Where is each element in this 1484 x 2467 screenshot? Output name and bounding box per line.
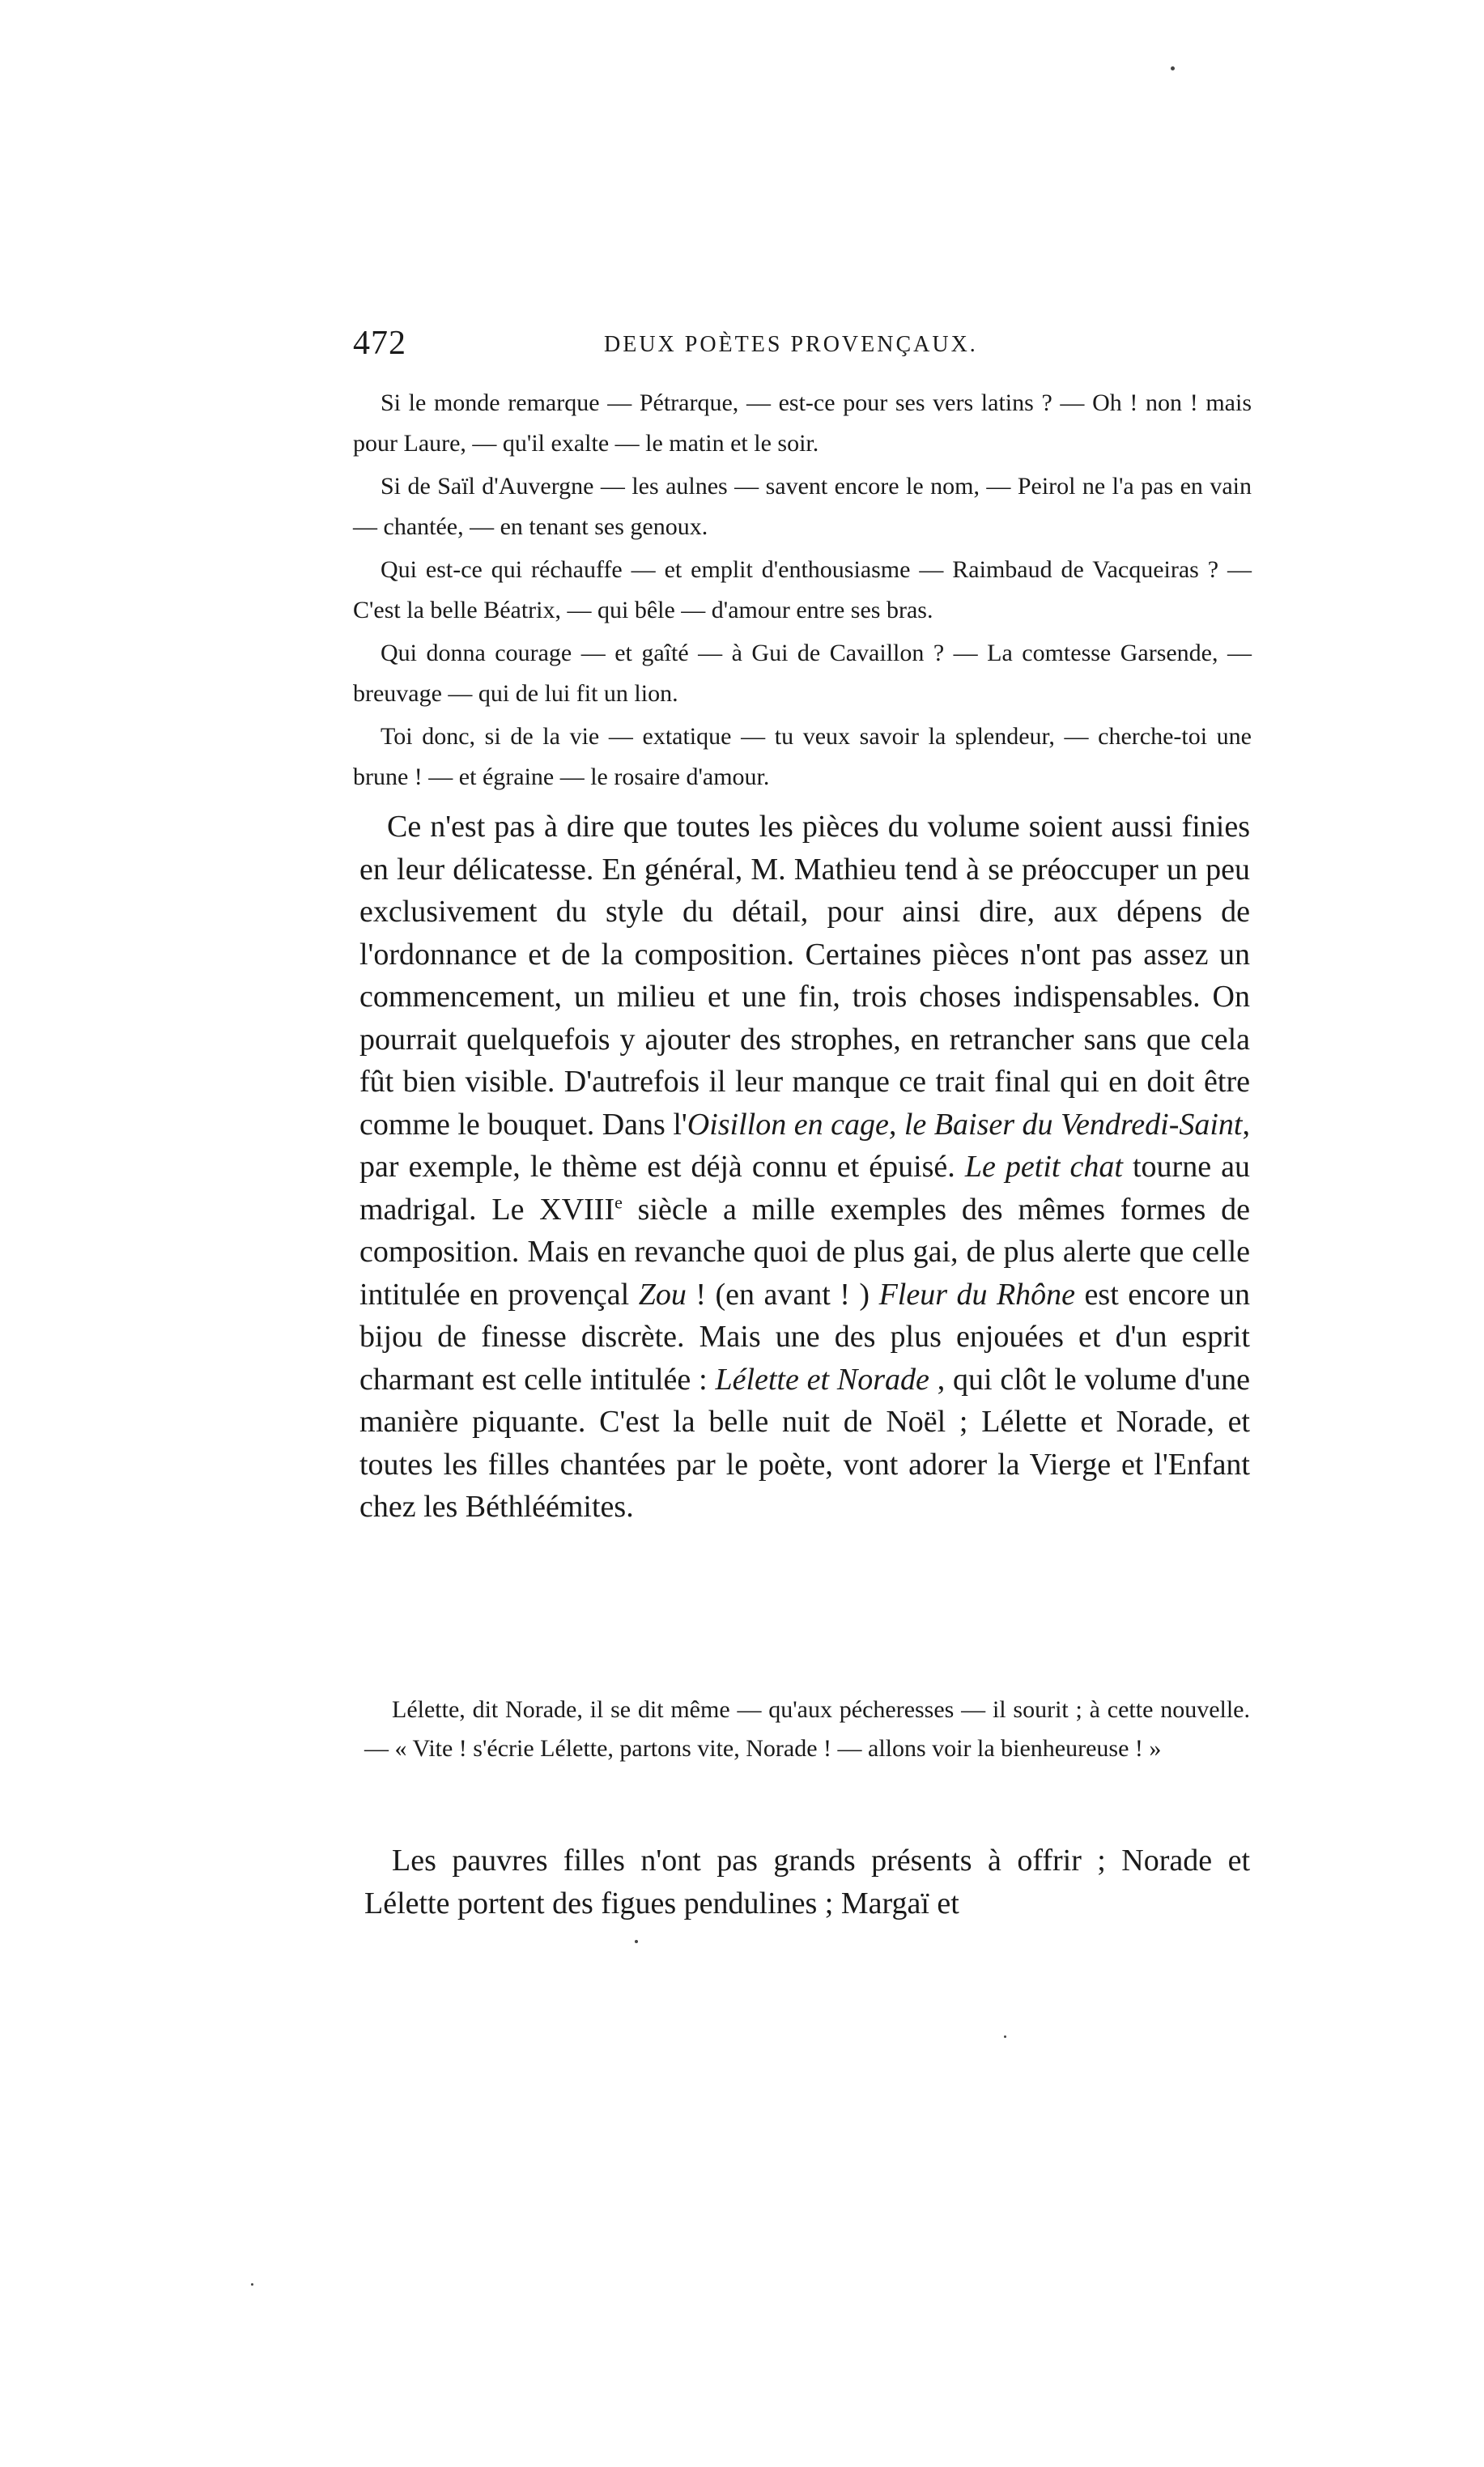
prose-text: Ce n'est pas à dire que toutes les pièces du volume soient aussi finies en leur délicatesse. En général, M. Mathieu tend à se préoccuper un peu exclusivement du style du détail, pour ainsi dire, aux dépens de l'ordonnance et de la composition. Certaines pièces n'ont pas assez un commencement, un milieu et une fin, trois choses indispensables. On pourrait quelquefois y ajouter des strophes, en retrancher sans que cela fût bien visible. D'autrefois il leur manque ce trait final qui en doit être comme le bouquet. Dans l' (359, 810, 1250, 1142)
quoted-verse (364, 1691, 1250, 1768)
verse-translation-block (353, 383, 1252, 800)
prose-block-continued (364, 1840, 1250, 1925)
work-title: Le petit chat (964, 1150, 1123, 1184)
prose-text: , qui clôt le volume d'une manière piquante. C'est la belle nuit de Noël ; Lélette et Norade, et toutes les filles chantées par le poète, vont adorer la Vierge et l'Enfant chez les Béthléémites. (359, 1362, 1250, 1524)
verse-stanza: Si le monde remarque — Pétrarque, — est-ce pour ses vers latins ? — Oh ! non ! mais pour Laure, — qu'il exalte — le matin et le soir. (353, 389, 1252, 457)
work-title: Fleur du Rhône (878, 1277, 1076, 1312)
paper-speck (251, 2283, 253, 2286)
work-title: Oisillon en cage, le Baiser du Vendredi-Saint (687, 1107, 1243, 1142)
prose-text: , par exemple, le thème est déjà connu et épuisé. (359, 1107, 1250, 1184)
verse-stanza: Si de Saïl d'Auvergne — les aulnes — savent encore le nom, — Peirol ne l'a pas en vain — chantée, — en tenant ses genoux. (353, 473, 1252, 540)
prose-text: ! (en avant ! ) (686, 1277, 879, 1312)
page-number: 472 (353, 325, 406, 362)
work-title: Zou (638, 1277, 687, 1312)
verse-stanza: Qui donna courage — et gaîté — à Gui de Cavaillon ? — La comtesse Garsende, — breuvage — qui de lui fit un lion. (353, 640, 1252, 707)
prose-text: est encore un bijou de finesse discrète. Mais une des plus enjouées et d'un esprit charmant est celle intitulée : (359, 1277, 1251, 1397)
paper-speck (1004, 2035, 1006, 2038)
prose-paragraph (359, 806, 1250, 1529)
prose-block (359, 806, 1250, 1529)
prose-text: tourne au madrigal. Le XVIII (359, 1150, 1250, 1227)
verse-stanza: Toi donc, si de la vie — extatique — tu veux savoir la splendeur, — cherche-toi une brune ! — et égraine — le rosaire d'amour. (353, 723, 1252, 790)
paper-speck (635, 1940, 638, 1943)
page-header (353, 324, 1252, 372)
verse-stanza: Qui est-ce qui réchauffe — et emplit d'enthousiasme — Raimbaud de Vacqueiras ? — C'est la belle Béatrix, — qui bêle — d'amour entre ses bras. (353, 556, 1252, 623)
prose-paragraph: Les pauvres filles n'ont pas grands présents à offrir ; Norade et Lélette portent des figues pendulines ; Margaï et (364, 1844, 1250, 1920)
prose-text: siècle a mille exemples des mêmes formes de composition. Mais en revanche quoi de plus gai, de plus alerte que celle intitulée en provençal (359, 1192, 1250, 1312)
work-title: Lélette et Norade (715, 1362, 929, 1397)
quote-text: Lélette, dit Norade, il se dit même — qu'aux pécheresses — il sourit ; à cette nouvelle. — « Vite ! s'écrie Lélette, partons vite, Norade ! — allons voir la bienheureuse ! » (364, 1696, 1250, 1762)
superscript: e (614, 1191, 623, 1212)
paper-speck (1171, 66, 1175, 70)
running-title: DEUX POÈTES PROVENÇAUX. (604, 332, 978, 357)
